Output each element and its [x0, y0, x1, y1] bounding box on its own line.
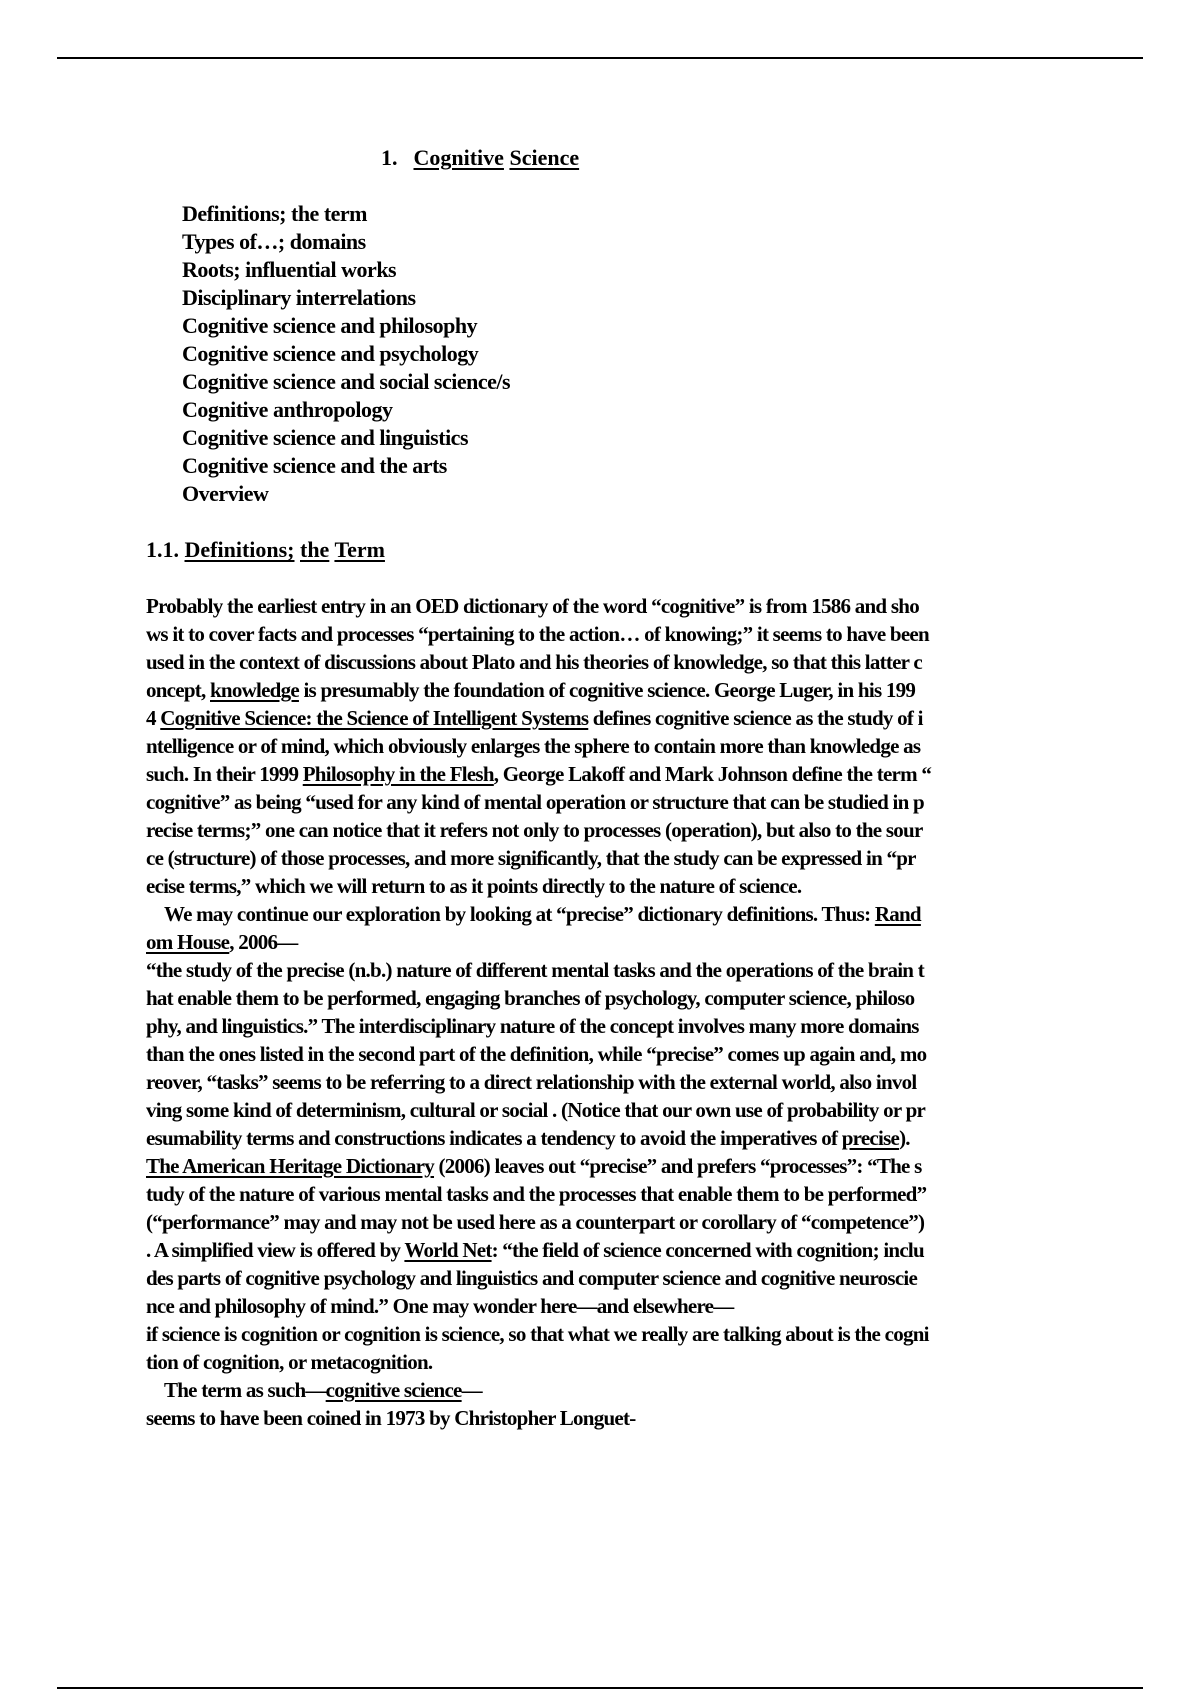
text-run: seems to have been coined in 1973 by Christopher Longuet- [146, 1406, 636, 1430]
text-line [146, 1292, 1086, 1320]
section-number: 1.1. [146, 537, 179, 562]
text-line [146, 1404, 1086, 1432]
chapter-number: 1. [381, 145, 398, 170]
contents-item: Cognitive science and social science/s [182, 369, 511, 394]
text-line [146, 1236, 1086, 1264]
text-run: “the study of the precise (n.b.) nature of different mental tasks and the operations of the brain t [146, 958, 924, 982]
underlined-term: World Net [404, 1238, 492, 1262]
text-line [146, 816, 1086, 844]
body-text [146, 592, 1086, 1432]
text-line [146, 844, 1086, 872]
contents-item: Cognitive science and philosophy [182, 313, 478, 338]
text-run: . A simplified view is offered by [146, 1238, 405, 1262]
underlined-term: Rand [874, 902, 921, 926]
text-run: 4 [146, 706, 161, 730]
text-line [146, 648, 1086, 676]
section-heading [146, 536, 385, 564]
text-run: reover, “tasks” seems to be referring to a direct relationship with the external world, also invol [146, 1070, 917, 1094]
text-run: tudy of the nature of various mental tasks and the processes that enable them to be performed” [146, 1182, 927, 1206]
chapter-title-word: Cognitive [413, 145, 504, 170]
text-run: The term as such— [164, 1378, 326, 1402]
text-line [146, 1012, 1086, 1040]
text-line [146, 760, 1086, 788]
text-line [146, 872, 1086, 900]
text-run: ). [899, 1126, 910, 1150]
text-line [146, 984, 1086, 1012]
text-run: ntelligence or of mind, which obviously enlarges the sphere to contain more than knowledge as [146, 734, 921, 758]
text-line [146, 900, 1086, 928]
text-run: cognitive” as being “used for any kind of mental operation or structure that can be studied in p [146, 790, 924, 814]
text-line [146, 1264, 1086, 1292]
text-run: des parts of cognitive psychology and linguistics and computer science and cognitive neuroscie [146, 1266, 918, 1290]
text-run: , George Lakoff and Mark Johnson define the term “ [493, 762, 932, 786]
text-run: oncept, [146, 678, 210, 702]
header-rule [57, 57, 1143, 59]
underlined-term: Philosophy in the Flesh [302, 762, 494, 786]
contents-item: Cognitive science and linguistics [182, 425, 469, 450]
text-run: hat enable them to be performed, engaging branches of psychology, computer science, philoso [146, 986, 915, 1010]
section-title-word: Definitions; [184, 537, 295, 562]
text-run: — [461, 1378, 482, 1402]
contents-item: Cognitive anthropology [182, 397, 393, 422]
text-line [146, 1096, 1086, 1124]
contents-item: Definitions; the term [182, 201, 368, 226]
chapter-contents-list [182, 200, 510, 508]
text-run: (2006) leaves out “precise” and prefers “processes”: “The s [434, 1154, 922, 1178]
text-run: such. In their 1999 [146, 762, 303, 786]
text-line [146, 1124, 1086, 1152]
section-title-word: Term [334, 537, 385, 562]
underlined-term: knowledge [210, 678, 299, 702]
contents-item: Disciplinary interrelations [182, 285, 416, 310]
text-run: ce (structure) of those processes, and more significantly, that the study can be expressed in “pr [146, 846, 916, 870]
chapter-heading [381, 144, 579, 172]
contents-item: Cognitive science and psychology [182, 341, 479, 366]
text-run: We may continue our exploration by looking at “precise” dictionary definitions. Thus: [164, 902, 875, 926]
text-run: than the ones listed in the second part of the definition, while “precise” comes up again and, mo [146, 1042, 927, 1066]
text-line [146, 1068, 1086, 1096]
text-run: if science is cognition or cognition is science, so that what we really are talking about is the cogni [146, 1322, 929, 1346]
text-run: is presumably the foundation of cognitive science. George Luger, in his 199 [298, 678, 916, 702]
text-run: recise terms;” one can notice that it refers not only to processes (operation), but also to the sour [146, 818, 923, 842]
text-line [146, 1180, 1086, 1208]
text-run: esumability terms and constructions indicates a tendency to avoid the imperatives of [146, 1126, 842, 1150]
text-line [146, 620, 1086, 648]
text-line [146, 592, 1086, 620]
text-line [146, 1320, 1086, 1348]
text-run: ecise terms,” which we will return to as it points directly to the nature of science. [146, 874, 802, 898]
contents-item: Roots; influential works [182, 257, 397, 282]
text-line [146, 704, 1086, 732]
underlined-term: Cognitive Science: the Science of Intelligent Systems [160, 706, 589, 730]
text-run: Probably the earliest entry in an OED dictionary of the word “cognitive” is from 1586 and sho [146, 594, 919, 618]
section-title-word: the [300, 537, 330, 562]
text-line [146, 732, 1086, 760]
underlined-term: The American Heritage Dictionary [146, 1154, 435, 1178]
text-line [146, 1152, 1086, 1180]
chapter-title-word: Science [509, 145, 580, 170]
underlined-term: cognitive science [325, 1378, 462, 1402]
text-line [146, 1348, 1086, 1376]
text-line [146, 956, 1086, 984]
text-line [146, 1208, 1086, 1236]
text-run: , 2006— [229, 930, 298, 954]
text-run: tion of cognition, or metacognition. [146, 1350, 433, 1374]
text-run: phy, and linguistics.” The interdisciplinary nature of the concept involves many more domains [146, 1014, 919, 1038]
underlined-term: om House [146, 930, 230, 954]
text-line [146, 928, 1086, 956]
contents-item: Overview [182, 481, 269, 506]
text-line [146, 788, 1086, 816]
text-run: (“performance” may and may not be used here as a counterpart or corollary of “competence”) [146, 1210, 925, 1234]
text-line [146, 1376, 1086, 1404]
text-line [146, 676, 1086, 704]
contents-item: Types of…; domains [182, 229, 366, 254]
underlined-term: precise [841, 1126, 900, 1150]
contents-item: Cognitive science and the arts [182, 453, 447, 478]
text-run: nce and philosophy of mind.” One may wonder here—and elsewhere— [146, 1294, 734, 1318]
text-line [146, 1040, 1086, 1068]
text-run: ws it to cover facts and processes “pertaining to the action… of knowing;” it seems to have been [146, 622, 929, 646]
text-run: : “the field of science concerned with cognition; inclu [491, 1238, 924, 1262]
text-run: defines cognitive science as the study of i [588, 706, 923, 730]
text-run: used in the context of discussions about Plato and his theories of knowledge, so that this latter c [146, 650, 922, 674]
text-run: ving some kind of determinism, cultural or social . (Notice that our own use of probability or pr [146, 1098, 926, 1122]
footer-rule [57, 1687, 1143, 1689]
